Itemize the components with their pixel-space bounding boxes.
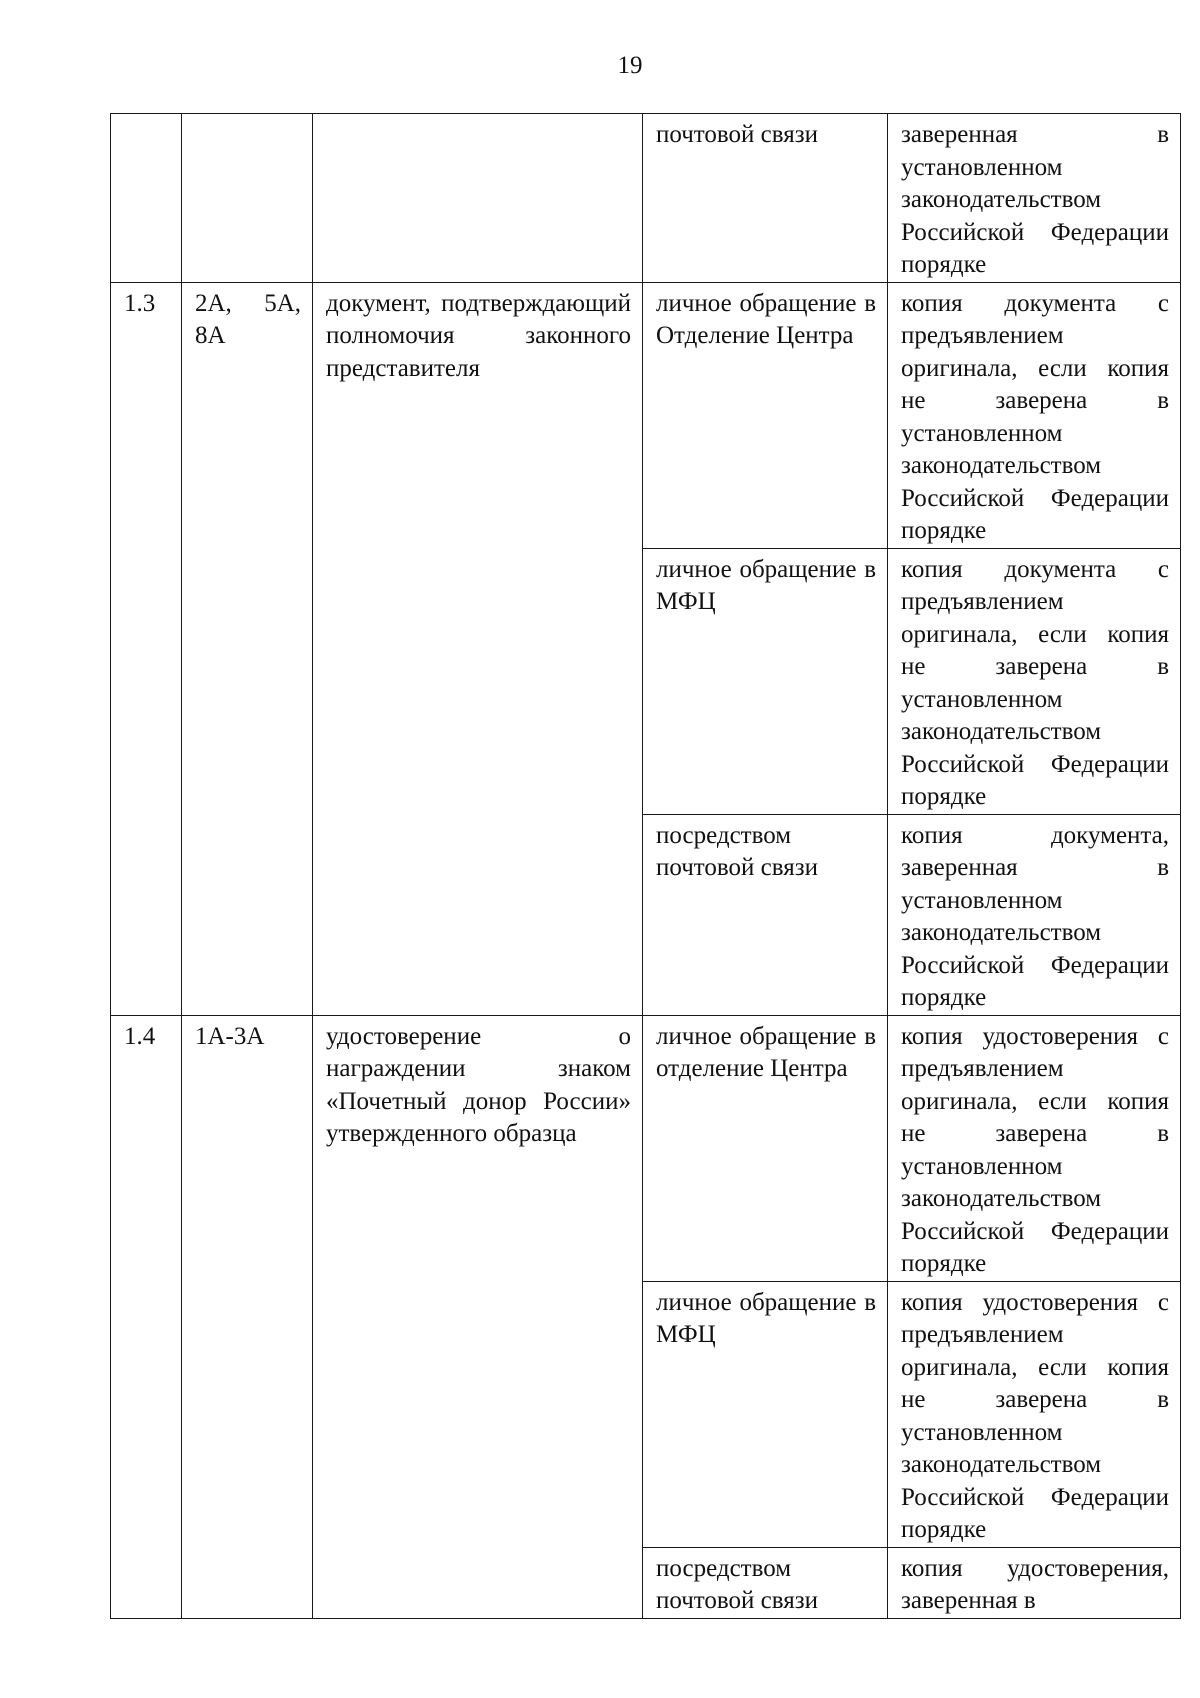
cell-num: 1.4: [111, 1015, 182, 1618]
table-row: [111, 114, 1181, 283]
cell-requirements: заверенная в установленном законодательством Российской Федерации порядке: [888, 114, 1181, 283]
cell-method: личное обращение в Отделение Центра: [643, 282, 888, 548]
document-table: [110, 113, 1181, 1619]
cell-method: почтовой связи: [643, 114, 888, 283]
cell-categories: 2А, 5А, 8А: [182, 282, 313, 1015]
cell-requirements: копия документа с предъявлением оригинала, если копия не заверена в установленном законодательством Российской Федерации порядке: [888, 548, 1181, 814]
cell-method: посредством почтовой связи: [643, 814, 888, 1015]
cell-requirements: копия удостоверения с предъявлением оригинала, если копия не заверена в установленном законодательством Российской Федерации порядке: [888, 1281, 1181, 1547]
cell-categories: 1А-3А: [182, 1015, 313, 1618]
cell-categories: [182, 114, 313, 283]
cell-method: личное обращение в МФЦ: [643, 1281, 888, 1547]
cell-method: посредством почтовой связи: [643, 1547, 888, 1618]
cell-requirements: копия документа с предъявлением оригинала, если копия не заверена в установленном законодательством Российской Федерации порядке: [888, 282, 1181, 548]
table-row: [111, 282, 1181, 548]
cell-document: документ, подтверждающий полномочия законного представителя: [313, 282, 643, 1015]
cell-requirements: копия документа, заверенная в установленном законодательством Российской Федерации порядке: [888, 814, 1181, 1015]
cell-requirements: копия удостоверения с предъявлением оригинала, если копия не заверена в установленном законодательством Российской Федерации порядке: [888, 1015, 1181, 1281]
cell-document: удостоверение о награждении знаком «Почетный донор России» утвержденного образца: [313, 1015, 643, 1618]
cell-method: личное обращение в отделение Центра: [643, 1015, 888, 1281]
cell-requirements: копия удостоверения, заверенная в: [888, 1547, 1181, 1618]
cell-method: личное обращение в МФЦ: [643, 548, 888, 814]
cell-num: [111, 114, 182, 283]
cell-document: [313, 114, 643, 283]
table-row: [111, 1015, 1181, 1281]
cell-num: 1.3: [111, 282, 182, 1015]
page-number: 19: [617, 52, 643, 79]
